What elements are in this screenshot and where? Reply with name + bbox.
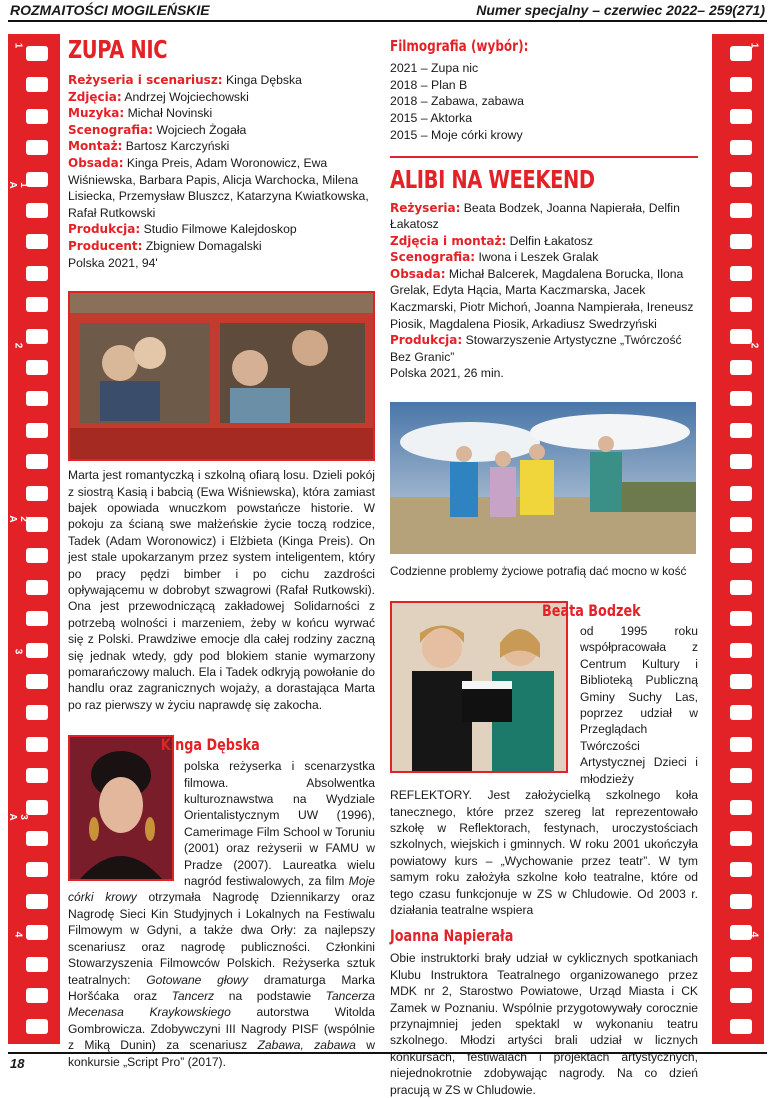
film-title-zupa-nic: ZUPA NIC [68,35,168,64]
film-perforation [730,800,752,815]
film-label: 1 [748,42,760,49]
credit-line: Obsada: Michał Balcerek, Magdalena Borucka, Ilona Grelak, Edyta Hącia, Marta Kaczmarska, Jacek Kaczmarski, Piotr Michoń, Joanna Nampierała, Ireneusz Piosik, Magdalena Piosik, Arkadiusz Swedrzyński [390,266,694,331]
film-perforation [730,643,752,658]
film-perforation [26,454,48,469]
film-perforation [730,77,752,92]
film-perforation [26,580,48,595]
credit-line: Montaż: Bartosz Karczyński [68,139,230,154]
film-label: 2 A [7,515,29,523]
film-perforation [730,957,752,972]
film-perforation [730,360,752,375]
film-perforation [26,705,48,720]
beata-bodzek-name: Beata Bodzek [542,601,641,621]
film-perforation [26,329,48,344]
film-perforation [26,46,48,61]
page-footer [8,1052,767,1074]
kinga-bio-section [68,735,375,1070]
film-perforation [730,894,752,909]
film-strip-right [712,34,764,1044]
credit-line: Reżyseria: Beata Bodzek, Joanna Napierała, Delfin Łakatosz [390,200,680,232]
list-item: 2015 – Moje córki krowy [390,127,523,142]
film-perforation [26,109,48,124]
film-label: 1 [12,42,24,49]
film-perforation [730,486,752,501]
film-perforation [26,517,48,532]
film-label: 3 A [7,813,29,821]
film-label: 2 [12,342,24,349]
film-perforation [730,297,752,312]
film-perforation [730,454,752,469]
joanna-napierala-name: Joanna Napierała [390,926,514,946]
film-perforation [26,894,48,909]
beata-joanna-photo [390,601,568,773]
section-divider [390,156,698,158]
zupa-nic-synopsis: Marta jest romantyczką i szkolną ofiarą losu. Dzieli pokój z siostrą Kasią i babcią (Ewa Wiśniewska), która zamiast bajek opowiada wnuczkom powstańcze historie. W pokoju za ścianą swe małżeńskie życie toczą rodzice, Tadek (Adam Woronowicz) i Elżbieta (Kinga Preis). On jest stale upokarzanym przez system inteligentem, który po pracy pędzi bimber i po cichu zazdrości opływającemu w dobrobyt szwagrowi (Rafał Rutkowski). Ona jest przewodniczącą zakładowej Solidarności z potrzebą wolności i marzeniem, żeby w końcu wyrwać się z Polski. Prawdziwe emocje dla całej rodziny zaczną się jednak wtedy, gdy pod blokiem stanie wymarzony pomarańczowy maluch. Ela i Tadek odkryją powołanie do handlu oraz zagranicznych wojaży, a dorastająca Marta po raz pierwszy w życiu naprawdę się zakocha. [68,468,375,712]
film-perforation [26,831,48,846]
directors-clapperboard-image [392,603,566,771]
film-label: 3 [12,648,24,655]
film-label: 4 [748,931,760,938]
film-perforation [730,768,752,783]
credit-line: Obsada: Kinga Preis, Adam Woronowicz, Ewa Wiśniewska, Barbara Papis, Alicja Warchocka, Milena Lisiecka, Przemysław Bluszcz, Katarzyna Kwiatkowska, Rafał Rutkowski [68,155,369,220]
left-column [68,36,375,1070]
alibi-still-photo [390,402,696,554]
film-perforation [26,77,48,92]
film-perforation [730,611,752,626]
kinga-debska-portrait [68,735,174,881]
credit-line: Zdjęcia: Andrzej Wojciechowski [68,89,249,104]
film-perforation [730,705,752,720]
film-perforation [730,203,752,218]
kinga-debska-name: Kinga Dębska [160,735,260,755]
page-number: 18 [10,1056,25,1071]
country-year: Polska 2021, 94' [68,255,158,270]
zupa-nic-still-photo [68,291,375,461]
film-perforation [26,172,48,187]
kinga-debska-bio: polska reżyserka i scenarzystka filmowa. Absolwentka kulturoznawstwa na Wydziale Orientalistycznym UW (1996), Camerimage Film School w Toruniu (2001) oraz reżyserii w FAMU w Pradze (2007). Laureatka wielu nagród festiwalowych, za film Moje córki krowy otrzymała Nagrodę Dziennikarzy oraz Nagrodę Sieci Kin Studyjnych i Lokalnych na Festiwalu Filmowym w Gdyni, a także dwa Orły: za najlepszy scenariusz oraz nagrodę publiczności. Członkini Stowarzyszenia Filmowców Polskich. Reżyserka sztuk teatralnych: Gotowane głowy dramaturga Marka Horšćaka oraz Tancerz na podstawie Tancerza Mecenasa Kraykowskiego autorstwa Witolda Gombrowicza. Zdobywczyni III Nagrody PISF (wspólnie z Miką Dunin) za scenariusz Zabawa, zabawa w konkursie „Script Pro” (2017). [68,759,375,1069]
photo-caption: Codzienne problemy życiowe potrafią dać mocno w kość [390,564,687,579]
film-perforation [730,266,752,281]
film-perforation [26,957,48,972]
film-perforation [730,1019,752,1034]
list-item: 2018 – Zabawa, zabawa [390,94,524,109]
film-perforation [26,988,48,1003]
credit-line: Reżyseria i scenariusz: Kinga Dębska [68,73,302,87]
portrait-image [70,737,172,879]
beata-bodzek-bio: od 1995 roku współpracowała z Centrum Kultury i Biblioteką Publiczną Gminy Suchy Las, poprzez udział w Przeglądach Twórczości Artystycznej Dzieci i młodzieży REFLEKTORY. Jest założycielką szkolnego koła tanecznego, które przez szereg lat reprezentowało szkołę w Reflektorach, festynach, uroczystościach szkolnych, wiejskich i gminnych. W roku 2001 ukończyła powiatowy kurs – „Wychowanie przez teatr”. W tym samym roku założyła szkolne koło teatralne, które od tego czasu funkcjonuje w ZS w Chludowie. Od 2003 r. działania teatralne wspiera [390,624,698,917]
film-perforation [730,140,752,155]
film-perforation [730,172,752,187]
film-perforation [730,234,752,249]
film-perforation [26,234,48,249]
credit-line: Scenografia: Wojciech Żogała [68,122,247,137]
film-perforation [730,580,752,595]
film-perforation [730,831,752,846]
film-perforation [730,988,752,1003]
issue-info: Numer specjalny – czerwiec 2022– 259(271) [476,2,765,18]
joanna-napierala-bio: Obie instruktorki brały udział w cyklicznych spotkaniach Klubu Instruktora Teatralnego organizowanego przez MDK nr 2, Starostwo Powiatowe, Urząd Miasta i CK Zamek w Poznaniu. Wspólnie przygotowywały corocznie przynajmniej jeden spektakl w wykonaniu teatru szkolnego. Młodzi artyści brali udział w licznych konkursach, festiwalach i projektach artystycznych, niejednokrotnie zdobywając nagrody. Na co dzień pracują w ZS w Chludowie. [390,951,698,1097]
film-perforation [26,548,48,563]
filmography-heading: Filmografia (wybór): [390,37,529,55]
film-perforation [26,360,48,375]
credit-line: Zdjęcia i montaż: Delfin Łakatosz [390,233,593,248]
credit-line: Muzyka: Michał Novinski [68,106,213,121]
country-year: Polska 2021, 26 min. [390,366,504,381]
film-perforation [26,297,48,312]
film-perforation [730,391,752,406]
film-label: 4 [12,931,24,938]
film-perforation [730,548,752,563]
car-family-image [70,293,373,459]
film-perforation [26,737,48,752]
film-perforation [26,423,48,438]
magazine-title: ROZMAITOŚCI MOGILEŃSKIE [10,2,210,18]
zupa-nic-credits [68,72,375,271]
right-column [390,36,698,1098]
film-label: 2 [748,342,760,349]
film-perforation [26,800,48,815]
film-perforation [730,674,752,689]
credit-line: Produkcja: Studio Filmowe Kalejdoskop [68,222,297,237]
film-perforation [26,768,48,783]
film-perforation [26,643,48,658]
film-label: 1 A [7,181,29,189]
credit-line: Producent: Zbigniew Domagalski [68,238,262,253]
list-item: 2021 – Zupa nic [390,61,479,75]
women-outdoor-image [390,402,696,554]
film-perforation [730,423,752,438]
list-item: 2015 – Aktorka [390,111,473,126]
film-title-alibi: ALIBI NA WEEKEND [390,164,595,194]
film-perforation [26,266,48,281]
film-perforation [26,611,48,626]
film-perforation [26,486,48,501]
film-perforation [26,925,48,940]
film-perforation [26,674,48,689]
page-header [8,2,767,22]
film-perforation [730,517,752,532]
film-perforation [26,391,48,406]
credit-line: Scenografia: Iwona i Leszek Gralak [390,250,599,265]
film-perforation [26,1019,48,1034]
film-perforation [730,862,752,877]
credit-line: Produkcja: Stowarzyszenie Artystyczne „Twórczość Bez Granic” [390,333,682,364]
filmography-list [390,60,698,144]
film-perforation [730,109,752,124]
film-perforation [730,737,752,752]
film-perforation [26,140,48,155]
film-strip-left [8,34,60,1044]
alibi-credits [390,200,698,383]
film-perforation [26,203,48,218]
film-perforation [26,862,48,877]
list-item: 2018 – Plan B [390,77,468,92]
beata-bio-section [390,601,698,918]
